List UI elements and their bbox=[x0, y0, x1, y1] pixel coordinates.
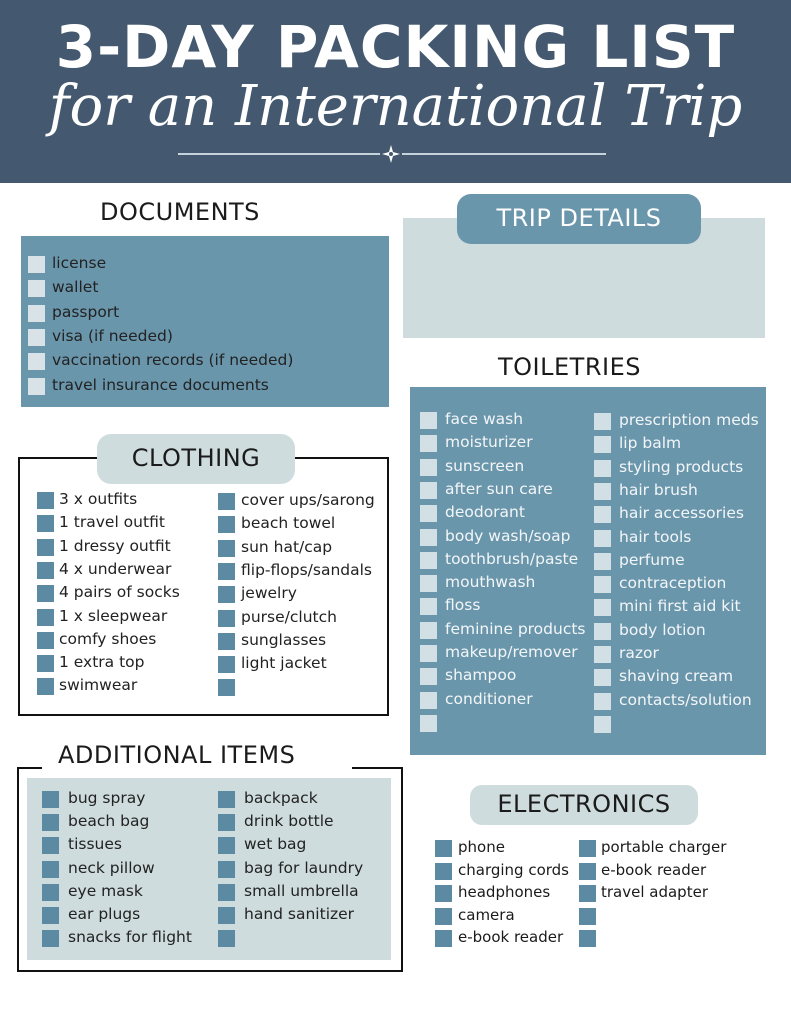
checkbox[interactable] bbox=[435, 863, 452, 880]
checkbox[interactable] bbox=[594, 483, 611, 500]
checklist-item-label: body wash/soap bbox=[445, 526, 571, 545]
checkbox[interactable] bbox=[579, 930, 596, 947]
checkbox[interactable] bbox=[42, 861, 59, 878]
checkbox[interactable] bbox=[42, 791, 59, 808]
checklist-item-label: headphones bbox=[458, 883, 551, 901]
trip-details-heading: TRIP DETAILS bbox=[457, 194, 701, 244]
checklist-item-label: drink bottle bbox=[244, 812, 334, 831]
checklist-item-label: flip-flops/sandals bbox=[241, 560, 373, 579]
checklist-item-label: 1 x sleepwear bbox=[59, 606, 168, 625]
checkbox[interactable] bbox=[28, 305, 45, 322]
checkbox[interactable] bbox=[435, 840, 452, 857]
checklist-item-label: jewelry bbox=[241, 584, 297, 603]
checklist-item-label: lip balm bbox=[619, 434, 682, 453]
checkbox[interactable] bbox=[42, 907, 59, 924]
checklist-item-label: e-book reader bbox=[458, 928, 564, 946]
checklist-item-label: deodorant bbox=[445, 503, 525, 522]
checkbox[interactable] bbox=[420, 715, 437, 732]
checkbox[interactable] bbox=[218, 861, 235, 878]
checkbox[interactable] bbox=[594, 436, 611, 453]
checklist-item-label: body lotion bbox=[619, 620, 706, 639]
checklist-item-label: floss bbox=[445, 596, 481, 615]
checkbox[interactable] bbox=[28, 378, 45, 395]
checklist-item-label: portable charger bbox=[601, 838, 727, 856]
checkbox[interactable] bbox=[37, 655, 54, 672]
checkbox[interactable] bbox=[37, 515, 54, 532]
checkbox[interactable] bbox=[594, 623, 611, 640]
toiletries-heading: TOILETRIES bbox=[498, 353, 641, 381]
checklist-item-label: mini first aid kit bbox=[619, 597, 741, 616]
checklist-item-label: wet bag bbox=[244, 835, 307, 854]
checkbox[interactable] bbox=[218, 814, 235, 831]
checklist-item-label: 1 dressy outfit bbox=[59, 536, 171, 555]
checklist-item-label: face wash bbox=[445, 410, 524, 428]
checklist-item-label: bag for laundry bbox=[244, 858, 364, 877]
checklist-item-label: perfume bbox=[619, 550, 685, 569]
checkbox[interactable] bbox=[28, 256, 45, 273]
checkbox[interactable] bbox=[218, 656, 235, 673]
checkbox[interactable] bbox=[420, 692, 437, 709]
checklist-item-label: sunscreen bbox=[445, 456, 525, 475]
checklist-item-label: 4 x underwear bbox=[59, 559, 172, 578]
checkbox[interactable] bbox=[594, 460, 611, 477]
checkbox[interactable] bbox=[579, 840, 596, 857]
checkbox[interactable] bbox=[420, 505, 437, 522]
checklist-item-label: cover ups/sarong bbox=[241, 491, 375, 509]
checklist-item-label: backpack bbox=[244, 789, 318, 807]
checklist-item-label: moisturizer bbox=[445, 433, 533, 452]
checklist-item-label: travel insurance documents bbox=[52, 375, 269, 394]
page-title: 3-DAY PACKING LIST bbox=[55, 13, 736, 81]
checkbox[interactable] bbox=[218, 540, 235, 557]
checklist-item-label: hair tools bbox=[619, 527, 692, 546]
checklist-item-label: styling products bbox=[619, 457, 744, 476]
checkbox[interactable] bbox=[42, 930, 59, 947]
checkbox[interactable] bbox=[37, 678, 54, 695]
diamond-ornament-icon bbox=[380, 143, 402, 165]
checklist-item-label: shampoo bbox=[445, 666, 517, 685]
checklist-item-label: feminine products bbox=[445, 619, 586, 638]
checkbox[interactable] bbox=[218, 930, 235, 947]
checkbox[interactable] bbox=[42, 837, 59, 854]
checkbox[interactable] bbox=[420, 482, 437, 499]
checkbox[interactable] bbox=[435, 908, 452, 925]
checkbox[interactable] bbox=[579, 863, 596, 880]
checkbox[interactable] bbox=[28, 353, 45, 370]
checkbox[interactable] bbox=[218, 679, 235, 696]
checklist-item-label: license bbox=[52, 254, 107, 272]
checklist-item-label: charging cords bbox=[458, 860, 569, 879]
checkbox[interactable] bbox=[420, 598, 437, 615]
checklist-item-label: after sun care bbox=[445, 479, 553, 498]
checklist-item-label: hand sanitizer bbox=[244, 905, 355, 923]
checklist-item-label: prescription meds bbox=[619, 411, 759, 429]
checkbox[interactable] bbox=[218, 516, 235, 533]
checklist-item-label: purse/clutch bbox=[241, 607, 337, 626]
checklist-item-label: visa (if needed) bbox=[52, 326, 173, 345]
checklist-item-label: 4 pairs of socks bbox=[59, 583, 180, 602]
checkbox[interactable] bbox=[218, 837, 235, 854]
checkbox[interactable] bbox=[420, 435, 437, 452]
checklist-item-label: bug spray bbox=[68, 789, 146, 807]
checkbox[interactable] bbox=[594, 599, 611, 616]
checkbox[interactable] bbox=[218, 907, 235, 924]
checklist-item-label: razor bbox=[619, 644, 659, 662]
electronics-heading: ELECTRONICS bbox=[470, 785, 698, 825]
checkbox[interactable] bbox=[420, 529, 437, 546]
checklist-item-label: conditioner bbox=[445, 689, 533, 708]
checkbox[interactable] bbox=[42, 814, 59, 831]
checkbox[interactable] bbox=[594, 530, 611, 547]
checkbox[interactable] bbox=[218, 586, 235, 603]
checklist-item-label: camera bbox=[458, 905, 515, 924]
checklist-item-label: beach bag bbox=[68, 812, 150, 831]
additional-items-heading: ADDITIONAL ITEMS bbox=[58, 741, 296, 769]
checkbox[interactable] bbox=[218, 610, 235, 627]
checkbox[interactable] bbox=[420, 622, 437, 639]
checklist-item-label: contacts/solution bbox=[619, 690, 752, 709]
checkbox[interactable] bbox=[594, 669, 611, 686]
checklist-item-label: contraception bbox=[619, 574, 727, 593]
checklist-item-label: passport bbox=[52, 302, 120, 321]
checkbox[interactable] bbox=[594, 553, 611, 570]
checklist-item-label: small umbrella bbox=[244, 881, 359, 900]
checklist-item-label: eye mask bbox=[68, 881, 143, 900]
checkbox[interactable] bbox=[37, 609, 54, 626]
checkbox[interactable] bbox=[594, 646, 611, 663]
checkbox[interactable] bbox=[28, 280, 45, 297]
checkbox[interactable] bbox=[420, 459, 437, 476]
checkbox[interactable] bbox=[594, 506, 611, 523]
checklist-item-label: travel adapter bbox=[601, 883, 708, 901]
checkbox[interactable] bbox=[594, 576, 611, 593]
checkbox[interactable] bbox=[218, 791, 235, 808]
checklist-item-label: hair brush bbox=[619, 480, 698, 499]
checklist-item-label: phone bbox=[458, 838, 505, 856]
checkbox[interactable] bbox=[579, 885, 596, 902]
checkbox[interactable] bbox=[420, 412, 437, 429]
checkbox[interactable] bbox=[218, 493, 235, 510]
checkbox[interactable] bbox=[420, 575, 437, 592]
checkbox[interactable] bbox=[37, 539, 54, 556]
checklist-item-label: wallet bbox=[52, 278, 99, 297]
checklist-item-label: comfy shoes bbox=[59, 629, 157, 648]
checkbox[interactable] bbox=[28, 329, 45, 346]
checklist-item-label: makeup/remover bbox=[445, 643, 578, 661]
checklist-item-label: sunglasses bbox=[241, 630, 327, 649]
checklist-item-label: sun hat/cap bbox=[241, 537, 333, 556]
checklist-item-label: snacks for flight bbox=[68, 928, 192, 947]
checklist-item-label: swimwear bbox=[59, 676, 138, 695]
checklist-item-label: e-book reader bbox=[601, 860, 707, 879]
checklist-item-label: 1 travel outfit bbox=[59, 513, 165, 532]
checklist-item-label: neck pillow bbox=[68, 858, 155, 877]
checkbox[interactable] bbox=[594, 413, 611, 430]
checkbox[interactable] bbox=[579, 908, 596, 925]
checklist-item-label: ear plugs bbox=[68, 905, 141, 923]
checkbox[interactable] bbox=[218, 884, 235, 901]
checkbox[interactable] bbox=[218, 563, 235, 580]
checkbox[interactable] bbox=[435, 930, 452, 947]
checklist-item-label: mouthwash bbox=[445, 573, 536, 592]
checkbox[interactable] bbox=[37, 585, 54, 602]
checkbox[interactable] bbox=[37, 632, 54, 649]
checklist-item-label: vaccination records (if needed) bbox=[52, 351, 294, 370]
clothing-heading: CLOTHING bbox=[97, 434, 295, 484]
checklist-item-label: shaving cream bbox=[619, 667, 734, 686]
checklist-item-label: 1 extra top bbox=[59, 653, 145, 672]
page-subtitle: for an International Trip bbox=[48, 74, 743, 139]
checklist-item-label: tissues bbox=[68, 835, 122, 854]
documents-heading: DOCUMENTS bbox=[100, 198, 260, 226]
checklist-item-label: toothbrush/paste bbox=[445, 549, 579, 568]
checkbox[interactable] bbox=[594, 693, 611, 710]
checkbox[interactable] bbox=[420, 552, 437, 569]
checkbox[interactable] bbox=[42, 884, 59, 901]
checklist-item-label: light jacket bbox=[241, 654, 327, 673]
checkbox[interactable] bbox=[594, 716, 611, 733]
checklist-item-label: hair accessories bbox=[619, 504, 744, 523]
checkbox[interactable] bbox=[37, 562, 54, 579]
checkbox[interactable] bbox=[218, 633, 235, 650]
checkbox[interactable] bbox=[435, 885, 452, 902]
checkbox[interactable] bbox=[420, 645, 437, 662]
checkbox[interactable] bbox=[37, 492, 54, 509]
checklist-item-label: 3 x outfits bbox=[59, 490, 138, 508]
checklist-item-label: beach towel bbox=[241, 514, 336, 533]
checkbox[interactable] bbox=[420, 668, 437, 685]
